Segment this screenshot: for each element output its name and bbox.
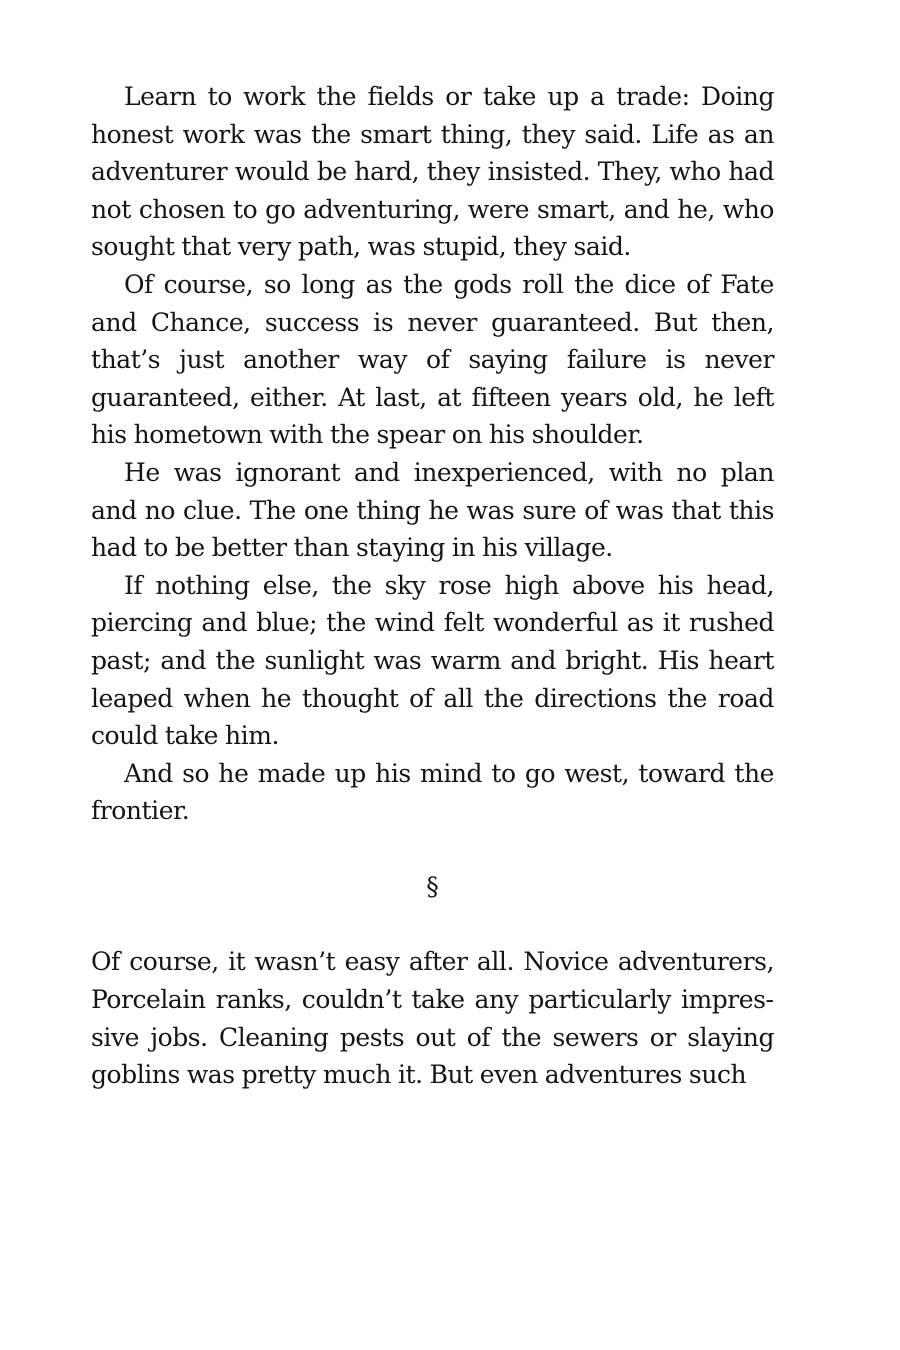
paragraph-after-break: Of course, it wasn’t easy after all. Novice adventurers, Porcelain ranks, couldn’t take any particularly impressive jobs. Cleaning pests out of the sewers or slaying goblins was pretty much it. But even adventures such [91, 947, 774, 1090]
paragraph: Learn to work the fields or take up a trade: Doing honest work was the smart thing, they said. Life as an adventurer would be hard, they insisted. They, who had not chosen to go adventuring, were smart, and he, who sought that very path, was stupid, they said. [91, 82, 774, 262]
book-page [91, 78, 774, 1094]
section-break-symbol: § [426, 871, 439, 901]
paragraph: And so he made up his mind to go west, toward the frontier. [91, 758, 774, 826]
paragraph: He was ignorant and inexperienced, with no plan and no clue. The one thing he was sure of was that this had to be better than staying in his village. [91, 457, 774, 563]
paragraph: Of course, so long as the gods roll the dice of Fate and Chance, success is never guaranteed. But then, that’s just another way of saying failure is never guaranteed, either. At last, at fifteen years old, he left his hometown with the spear on his shoulder. [91, 269, 774, 450]
paragraph: If nothing else, the sky rose high above his head, piercing and blue; the wind felt wonderful as it rushed past; and the sunlight was warm and bright. His heart leaped when he thought of all the directions the road could take him. [91, 570, 774, 751]
